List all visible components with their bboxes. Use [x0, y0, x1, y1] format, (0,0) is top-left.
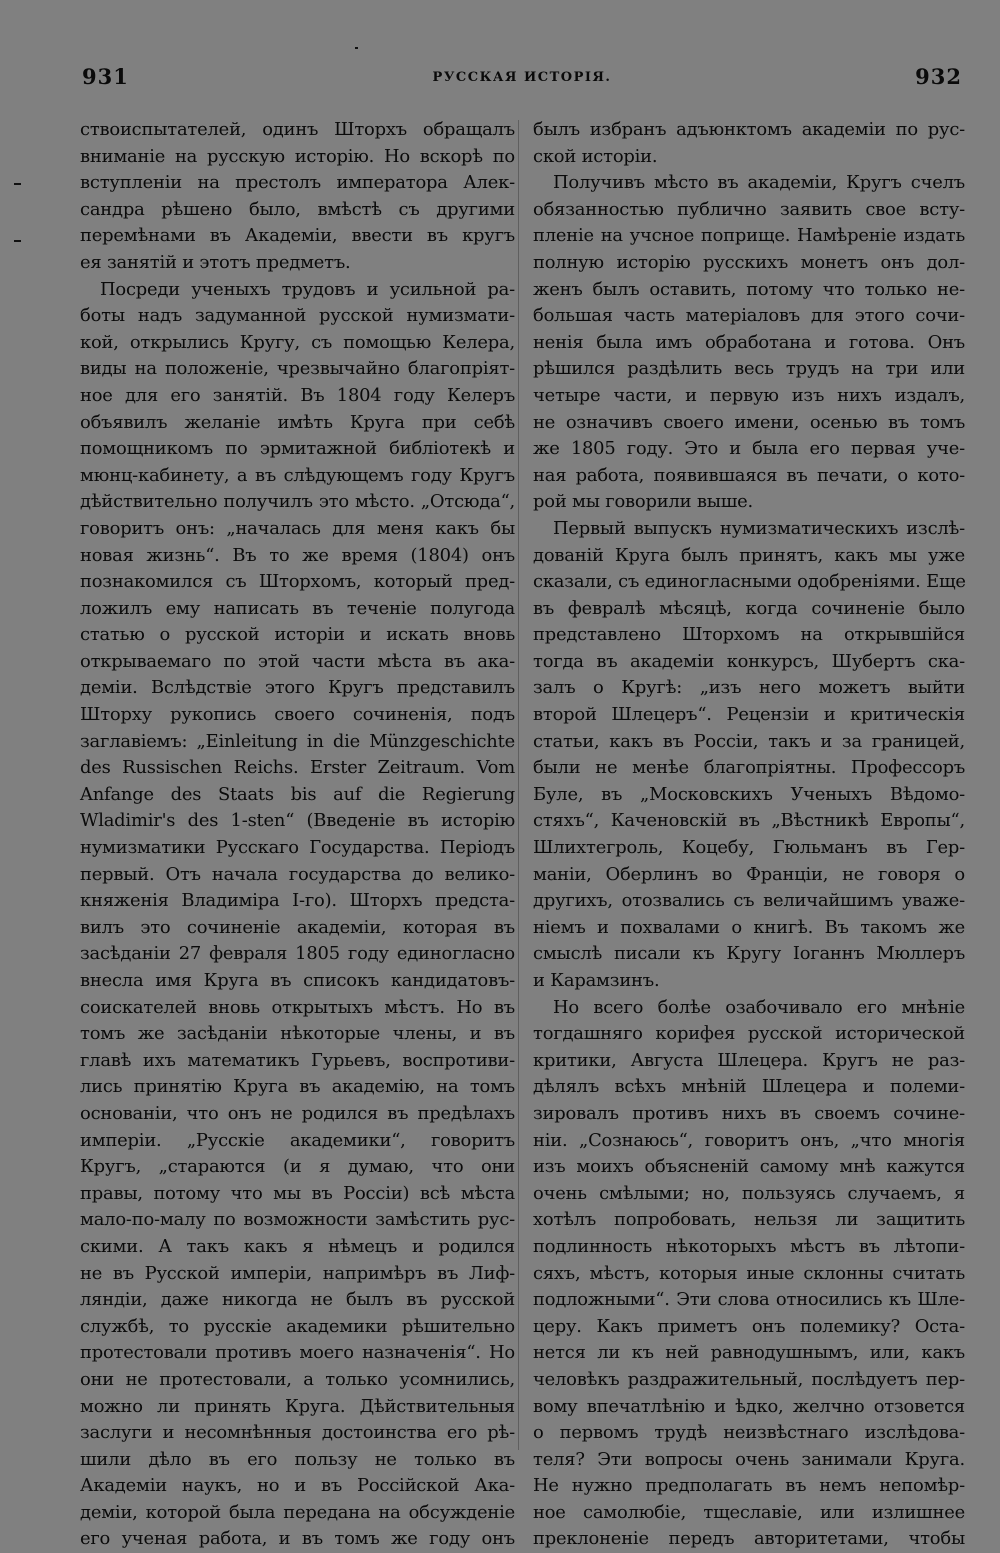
text-line: вому впечатлѣнію и ѣдко, желчно отзовется [533, 1395, 965, 1417]
text-line: основаніи, что онъ не родился въ предѣлахъ [80, 1102, 515, 1124]
text-line: лись принятію Круга въ академію, на томъ [80, 1076, 515, 1098]
text-line: теля? Эти вопросы очень занимали Круга. [533, 1448, 965, 1470]
text-line: большая часть матеріаловъ для этого сочи- [533, 305, 965, 327]
text-line: ской исторіи. [533, 145, 658, 167]
text-line: стяхъ“, Каченовскій въ „Вѣстникѣ Европы“, [533, 810, 965, 832]
text-line: зировалъ противъ нихъ въ своемъ сочине- [533, 1102, 965, 1124]
text-line: пленіе на учсное поприще. Намѣреніе издать [533, 225, 965, 247]
text-line: помощникомъ по эрмитажной библіотекѣ и [80, 438, 515, 460]
text-line: вилъ это сочиненіе академіи, которая въ [80, 916, 515, 938]
text-line: сандра рѣшено было, вмѣстѣ съ другими [80, 198, 515, 220]
text-line: протестовали противъ моего назначенія“. Но [80, 1342, 515, 1364]
text-line: же 1805 году. Это и была его первая уче- [533, 438, 965, 460]
text-line: Не нужно предполагать въ немъ непомѣр- [533, 1475, 965, 1497]
text-line: томъ же засѣданіи нѣкоторые члены, и въ [80, 1023, 515, 1045]
text-line: сказали, съ единогласными одобреніями. Еще [533, 571, 966, 593]
text-line: деміи. Вслѣдствіе этого Кругъ представилъ [80, 677, 515, 699]
text-line: не означивъ своего имени, осенью въ томъ [533, 411, 965, 433]
text-line: службѣ, то русскіе академики рѣшительно [80, 1315, 515, 1337]
text-line: преклоненіе передъ авторитетами, чтобы [533, 1528, 965, 1550]
text-line: залъ о Кругѣ: „изъ него можетъ выйти [533, 677, 965, 699]
text-line: виды на положеніе, чрезвычайно благопріят- [80, 358, 515, 380]
page-header [82, 64, 962, 98]
text-line: дѣлялъ всѣхъ мнѣній Шлецера и полеми- [533, 1076, 965, 1098]
text-line: четыре части, и первую изъ нихъ издалъ, [533, 384, 965, 406]
text-line: тогдашняго корифея русской исторической [533, 1023, 965, 1045]
text-line: Но всего болѣе озабочивало его мнѣніе [553, 996, 965, 1018]
text-line: нумизматики Русскаго Государства. Періодъ [80, 837, 515, 859]
text-line: церу. Какъ приметъ онъ полемику? Оста- [533, 1315, 965, 1337]
text-line: Wladimir's des 1-sten“ (Введеніе въ исторію [80, 810, 515, 832]
text-line: ная работа, появившаяся въ печати, о кото- [533, 464, 965, 486]
text-line: дѣйствительно получилъ это мѣсто. „Отсюда“, [80, 491, 515, 513]
text-line: были не менѣе благопріятны. Профессоръ [533, 757, 965, 779]
text-line: ное для его занятій. Въ 1804 году Келеръ [80, 384, 515, 406]
text-line: очень смѣлыми; но, пользуясь случаемъ, я [533, 1182, 965, 1204]
text-line: и Карамзинъ. [533, 970, 660, 991]
column-divider [518, 120, 519, 1450]
text-line: изъ моихъ объясненій самому мнѣ кажутся [533, 1156, 965, 1178]
text-line: ніи. „Сознаюсь“, говоритъ онъ, „что многія [533, 1129, 965, 1151]
text-line: о первомъ трудѣ неизвѣстнаго изслѣдова- [533, 1422, 965, 1444]
text-line: ствоиспытателей, одинъ Шторхъ обращалъ [80, 119, 515, 140]
text-line: княженія Владиміра I-го). Шторхъ предста- [80, 890, 515, 912]
text-line: скими. А такъ какъ я нѣмецъ и родился [80, 1235, 515, 1257]
text-line: рѣшился раздѣлить весь трудъ на три или [533, 358, 965, 380]
text-line: говоритъ онъ: „началась для меня какъ бы [80, 517, 515, 539]
text-line: боты надъ задуманной русской нумизмати- [80, 305, 515, 327]
text-line: маніи, Оберлинъ во Франціи, не говоря о [533, 863, 965, 885]
text-line: деміи, которой была передана на обсужденіе [80, 1501, 515, 1523]
text-line: объявилъ желаніе имѣть Круга при себѣ [80, 411, 515, 433]
text-line: внесла имя Круга въ списокъ кандидатовъ- [80, 970, 515, 991]
text-line: подложными“. Эти слова относились къ Шле- [533, 1289, 965, 1311]
text-line: имперіи. „Русскіе академики“, говоритъ [80, 1129, 515, 1151]
text-line: смыслѣ писали къ Кругу Іоганнъ Мюллеръ [533, 943, 965, 965]
text-line: заслуги и несомнѣнныя достоинства его рѣ- [80, 1422, 515, 1444]
text-line: ложилъ ему написать въ теченіе полугода [80, 597, 515, 619]
text-line: не въ Русской имперіи, напримѣръ въ Лиф- [80, 1262, 515, 1284]
text-line: Первый выпускъ нумизматическихъ изслѣ- [553, 517, 965, 539]
text-line: статьи, какъ въ Россіи, такъ и за границей, [533, 730, 965, 752]
text-line: нется ли къ ней равнодушнымъ, или, какъ [533, 1342, 965, 1364]
text-line: засѣданіи 27 февраля 1805 году единогласно [80, 943, 515, 965]
text-line: ное самолюбіе, тщеславіе, или излишнее [533, 1501, 965, 1523]
text-line: можно ли принять Круга. Дѣйствительныя [80, 1395, 515, 1417]
text-line: человѣкъ раздражительный, послѣдуетъ пер- [533, 1368, 965, 1390]
text-line: Шлихтегроль, Коцебу, Гюльманъ въ Гер- [533, 837, 965, 859]
text-line: Шторху рукопись своего сочиненія, подъ [80, 704, 515, 726]
page-number-right: 932 [915, 64, 962, 89]
text-line: мало-по-малу по возможности замѣстить рус- [80, 1209, 515, 1231]
running-title: РУССКАЯ ИСТОРІЯ. [432, 70, 612, 85]
page-number-left: 931 [82, 64, 129, 89]
text-line: правы, потому что мы въ Россіи) всѣ мѣста [80, 1182, 515, 1204]
text-line: подлинность нѣкоторыхъ мѣстъ въ лѣтопи- [533, 1235, 965, 1257]
text-line: былъ избранъ адъюнктомъ академіи по рус- [533, 119, 965, 140]
print-speck [14, 240, 21, 242]
text-line: представлено Шторхомъ на открывшійся [533, 624, 965, 646]
text-line: ненія была имъ обработана и готова. Онъ [533, 331, 965, 353]
text-line: перемѣнами въ Академіи, ввести въ кругъ [80, 225, 515, 247]
text-line: Получивъ мѣсто въ академіи, Кругъ счелъ [553, 172, 965, 194]
text-line: главѣ ихъ математикъ Гурьевъ, воспротиви- [80, 1049, 515, 1071]
text-line: дованій Круга былъ принятъ, какъ мы уже [533, 544, 965, 566]
text-line: сяхъ, мѣстъ, которыя иные склонны считать [533, 1262, 965, 1284]
text-line: открываемаго по этой части мѣста въ ака- [80, 650, 515, 672]
text-line: обязанностью публично заявить свое всту- [533, 198, 965, 220]
text-line: рой мы говорили выше. [533, 491, 754, 513]
text-line: первый. Отъ начала государства до велико- [80, 863, 515, 885]
text-line: Кругъ, „стараются (и я думаю, что они [80, 1156, 515, 1178]
text-line: Академіи наукъ, но и въ Россійской Ака- [80, 1475, 515, 1497]
text-line: ніемъ и похвалами о книгѣ. Въ такомъ же [533, 916, 965, 938]
text-line: хотѣлъ попробовать, нельзя ли защитить [533, 1209, 965, 1231]
text-line: другихъ, отозвались съ величайшимъ уваже- [533, 890, 965, 912]
text-line: заглавіемъ: „Einleitung in die Münzgeschichte [80, 730, 515, 752]
text-line: мюнц-кабинету, а въ слѣдующемъ году Кругъ [80, 464, 515, 486]
text-column-left [80, 117, 515, 1553]
text-line: Посреди ученыхъ трудовъ и усильной ра- [100, 278, 515, 300]
text-line: полную исторію русскихъ монетъ онъ дол- [533, 251, 965, 273]
text-line: статью о русской исторіи и искать вновь [80, 624, 515, 646]
text-line: des Russischen Reichs. Erster Zeitraum. Vom [80, 757, 515, 779]
text-line: его ученая работа, и въ томъ же году онъ [80, 1528, 515, 1550]
text-line: вступленіи на престолъ императора Алек- [80, 172, 515, 194]
text-line: вниманіе на русскую исторію. Но вскорѣ по [80, 145, 515, 167]
text-line: кой, открылись Кругу, съ помощью Келера, [80, 331, 515, 353]
text-line: ея занятій и этотъ предметъ. [80, 251, 351, 273]
text-line: Anfange des Staats bis auf die Regierung [80, 783, 515, 805]
text-line: второй Шлецеръ“. Рецензіи и критическія [533, 704, 965, 726]
text-line: Буле, въ „Московскихъ Ученыхъ Вѣдомо- [533, 783, 965, 805]
text-line: соискателей вновь открытыхъ мѣстъ. Но въ [80, 996, 515, 1018]
text-line: критики, Августа Шлецера. Кругъ не раз- [533, 1049, 965, 1071]
text-line: они не протестовали, а только усомнились, [80, 1368, 515, 1390]
text-line: въ февралѣ мѣсяцѣ, когда сочиненіе было [533, 597, 965, 619]
print-speck [14, 183, 21, 185]
text-column-right [533, 117, 965, 1553]
text-line: познакомился съ Шторхомъ, который пред- [80, 571, 515, 593]
text-line: тогда въ академіи конкурсъ, Шубертъ ска- [533, 650, 965, 672]
text-line: новая жизнь“. Въ то же время (1804) онъ [80, 544, 515, 566]
text-line: ляндіи, даже никогда не былъ въ русской [80, 1289, 515, 1311]
text-line: женъ былъ оставить, потому что только не- [533, 278, 965, 300]
print-speck [355, 47, 358, 49]
text-line: шили дѣло въ его пользу не только въ [80, 1448, 515, 1470]
